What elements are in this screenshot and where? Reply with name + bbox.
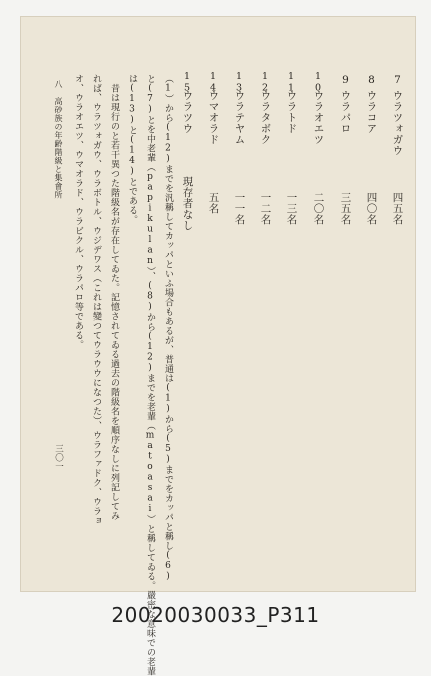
- grade-count: 現存者なし: [181, 176, 194, 231]
- grade-number: 11: [285, 71, 297, 94]
- grade-name: ウラタボク: [259, 90, 272, 145]
- body-line: と(7)とを中老輩（papikulan）、(8)から(12)までを老輩（matoasai）と稱してゐる。嚴密な意味での老輩: [145, 74, 155, 676]
- body-line: 昔は現行のと若干異つた階級名が存在してゐた。記憶されてゐる過去の階級名を順序なしに列記してみ: [109, 74, 119, 521]
- image-caption: 20020030033_P311: [111, 603, 320, 627]
- grade-number: 13: [233, 71, 245, 94]
- grade-name: ウマオラド: [207, 90, 220, 145]
- grade-number: 7: [391, 74, 404, 87]
- grade-count: 四〇名: [365, 192, 378, 225]
- grade-name: ウラトド: [285, 90, 298, 134]
- grade-count: 一一名: [233, 192, 246, 225]
- grade-count: 五名: [207, 192, 220, 214]
- grade-name: ウラオエツ: [312, 90, 325, 145]
- grade-name: ウラテヤム: [233, 90, 246, 145]
- grade-count: 一三名: [285, 192, 298, 225]
- grade-number: 8: [365, 74, 378, 87]
- body-line: は(13)と(14)とである。: [127, 74, 137, 225]
- grade-name: ウラコア: [365, 90, 378, 134]
- grade-name: ウラツウ: [181, 90, 194, 134]
- body-line: （1）から(12)までを汎稱してカッパといふ場合もあるが、普通は(1)から(5)までをカッパと稱し(6): [163, 74, 173, 582]
- grade-number: 10: [312, 71, 324, 94]
- grade-count: 二〇名: [312, 192, 325, 225]
- grade-count: 三五名: [339, 192, 352, 225]
- page-number: 三〇一: [53, 444, 64, 471]
- grade-count: 四五名: [391, 192, 404, 225]
- grade-number: 12: [259, 71, 271, 94]
- running-head: 八 高砂族の年齢階級と集會所: [54, 80, 63, 199]
- grade-name: ウラツォガウ: [391, 90, 404, 156]
- grade-number: 14: [207, 71, 219, 94]
- grade-count: 一二名: [259, 192, 272, 225]
- grade-number: 9: [339, 74, 352, 87]
- grade-number: 15: [181, 71, 193, 94]
- body-line: オ、ウラオエツ、ウマオラド、ウラビクル、ウラパロ等である。: [73, 74, 83, 350]
- grade-name: ウラパロ: [339, 90, 352, 134]
- body-line: れば、ウラツォガウ、ウラボトル、ウジデワス（これは變つてウラウウになつた）、ウラファドク、ウラョ: [91, 74, 101, 526]
